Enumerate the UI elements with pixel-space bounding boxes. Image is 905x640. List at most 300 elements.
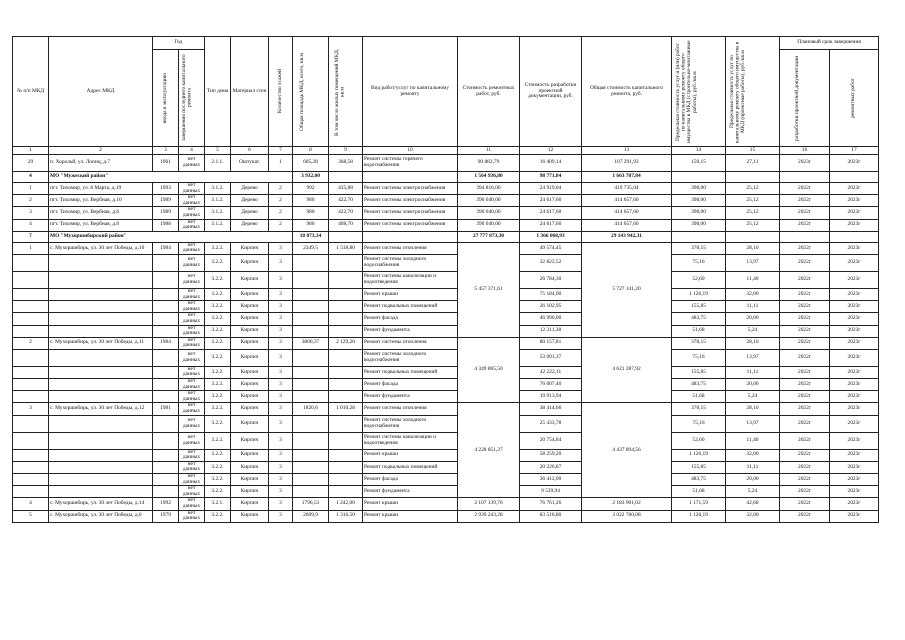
address: с. Мухоршибирь, ул. 30 лет Победы, д.6 xyxy=(49,510,153,522)
header-floors-text: Количество этажей xyxy=(276,69,283,114)
living-area: 1 316,50 xyxy=(329,510,363,522)
empty-cell xyxy=(153,288,179,300)
year-last-repair: нет данных xyxy=(179,155,205,172)
year-commission: 1961 xyxy=(153,155,179,172)
cost-design: 38 414,66 xyxy=(520,403,582,415)
cost-repair: 2 107 139,76 xyxy=(458,498,520,510)
limit-cost: 398,00 xyxy=(672,219,726,231)
year-commission: 1989 xyxy=(153,195,179,207)
year-last-repair: нет данных xyxy=(179,183,205,195)
empty-cell xyxy=(293,271,329,288)
living-area: 435,88 xyxy=(329,183,363,195)
empty-cell xyxy=(329,415,363,432)
cost-design: 20 226,87 xyxy=(520,461,582,473)
wall-material: Кирпич xyxy=(231,474,269,486)
work-type: Ремонт системы электроснабжения xyxy=(363,195,458,207)
header-deadline-design xyxy=(780,50,830,147)
empty-cell xyxy=(49,366,153,378)
header-year-commission-text: ввода в эксплуатацию xyxy=(161,72,168,124)
house-type: 3.2.2. xyxy=(205,301,231,313)
empty-cell xyxy=(329,379,363,391)
wall-material: Дерево xyxy=(231,183,269,195)
deadline-design: 2022г xyxy=(780,366,830,378)
table-row xyxy=(13,313,879,325)
cost-repair: 4 228 851,27 xyxy=(458,403,520,498)
header-year-group: Год xyxy=(153,37,205,50)
header-living-area xyxy=(329,37,363,147)
work-type: Ремонт подвальных помещений xyxy=(363,461,458,473)
wall-material: Кирпич xyxy=(231,242,269,254)
limit-design: 5,24 xyxy=(726,391,780,403)
mkd-no: 4 xyxy=(13,219,49,231)
cost-design: 58 259,20 xyxy=(520,449,582,461)
limit-design: 5,24 xyxy=(726,325,780,337)
deadline-works: 2023г xyxy=(830,183,879,195)
total-area: 980 xyxy=(293,195,329,207)
work-type: Ремонт подвальных помещений xyxy=(363,301,458,313)
deadline-works: 2023г xyxy=(830,415,879,432)
empty-cell xyxy=(293,254,329,271)
year-last-repair: нет данных xyxy=(179,510,205,522)
empty-cell xyxy=(49,325,153,337)
column-number: 15 xyxy=(726,147,780,155)
total-area: 980 xyxy=(293,219,329,231)
cost-design: 26 784,30 xyxy=(520,271,582,288)
cost-design: 12 311,38 xyxy=(520,325,582,337)
empty-cell xyxy=(672,172,726,183)
empty-cell xyxy=(153,461,179,473)
empty-cell xyxy=(726,231,780,242)
empty-cell xyxy=(293,415,329,432)
header-mkd-no: № п/п МКД xyxy=(13,37,49,147)
deadline-works: 2023г xyxy=(830,207,879,219)
empty-cell xyxy=(329,366,363,378)
total-area: 992 xyxy=(293,183,329,195)
year-last-repair: нет данных xyxy=(179,432,205,449)
header-year-last-repair-text: завершения последнего капитального ремонта xyxy=(180,54,193,142)
deadline-design: 2022г xyxy=(780,391,830,403)
year-commission: 1984 xyxy=(153,337,179,349)
table-row xyxy=(13,474,879,486)
empty-cell xyxy=(13,301,49,313)
empty-cell xyxy=(293,449,329,461)
limit-cost: 398,00 xyxy=(672,207,726,219)
limit-cost: 155,85 xyxy=(672,461,726,473)
mkd-no: 1 xyxy=(13,183,49,195)
limit-cost: 483,75 xyxy=(672,474,726,486)
cost-design: 32 822,52 xyxy=(520,254,582,271)
empty-cell xyxy=(363,172,458,183)
empty-cell xyxy=(13,461,49,473)
deadline-design: 2022г xyxy=(780,254,830,271)
deadline-works: 2023г xyxy=(830,366,879,378)
limit-cost: 51,68 xyxy=(672,325,726,337)
year-last-repair: нет данных xyxy=(179,219,205,231)
work-type: Ремонт системы отопления xyxy=(363,242,458,254)
deadline-works: 2023г xyxy=(830,486,879,498)
empty-cell xyxy=(830,231,879,242)
house-type: 3.2.2. xyxy=(205,415,231,432)
limit-cost: 483,75 xyxy=(672,379,726,391)
floors: 3 xyxy=(269,379,293,391)
empty-cell xyxy=(329,231,363,242)
cost-repair: 390 040,00 xyxy=(458,195,520,207)
living-area: 2 129,20 xyxy=(329,337,363,349)
deadline-works: 2023г xyxy=(830,313,879,325)
empty-cell xyxy=(13,349,49,366)
municipality-row xyxy=(13,172,879,183)
year-last-repair: нет данных xyxy=(179,486,205,498)
house-type: 3.2.1. xyxy=(205,498,231,510)
house-type: 3.2.2. xyxy=(205,391,231,403)
limit-design: 32,00 xyxy=(726,510,780,522)
column-number: 1 xyxy=(13,147,49,155)
column-number: 7 xyxy=(269,147,293,155)
floors: 3 xyxy=(269,449,293,461)
limit-cost: 51,68 xyxy=(672,391,726,403)
empty-cell xyxy=(13,325,49,337)
mo-cost-design: 98 771,84 xyxy=(520,172,582,183)
header-floors xyxy=(269,37,293,147)
year-last-repair: нет данных xyxy=(179,403,205,415)
empty-cell xyxy=(153,325,179,337)
empty-cell xyxy=(726,172,780,183)
work-type: Ремонт системы канализации и водоотведения xyxy=(363,432,458,449)
work-type: Ремонт крыши xyxy=(363,449,458,461)
empty-cell xyxy=(13,415,49,432)
year-last-repair: нет данных xyxy=(179,391,205,403)
table-body xyxy=(13,147,879,523)
year-last-repair: нет данных xyxy=(179,195,205,207)
mkd-no: 1 xyxy=(13,242,49,254)
wall-material: Кирпич xyxy=(231,403,269,415)
cost-design: 83 516,80 xyxy=(520,510,582,522)
cost-design: 19 913,94 xyxy=(520,391,582,403)
deadline-works: 2023г xyxy=(830,195,879,207)
house-type: 3.2.2. xyxy=(205,349,231,366)
work-type: Ремонт системы холодного водоснабжения xyxy=(363,254,458,271)
table-row xyxy=(13,366,879,378)
deadline-design: 2022г xyxy=(780,498,830,510)
work-type: Ремонт фасада xyxy=(363,313,458,325)
address: с. Мухоршибирь, ул. 30 лет Победы, д.10 xyxy=(49,242,153,254)
floors: 3 xyxy=(269,415,293,432)
work-type: Ремонт фундамента xyxy=(363,325,458,337)
empty-cell xyxy=(153,415,179,432)
limit-cost: 75,16 xyxy=(672,349,726,366)
limit-design: 28,10 xyxy=(726,242,780,254)
limit-cost: 75,16 xyxy=(672,254,726,271)
work-type: Ремонт системы отопления xyxy=(363,337,458,349)
address: п. Хорольй, ул. Лопиц, д.7 xyxy=(49,155,153,172)
limit-design: 32,00 xyxy=(726,288,780,300)
deadline-design: 2022г xyxy=(780,301,830,313)
column-number: 14 xyxy=(672,147,726,155)
empty-cell xyxy=(153,379,179,391)
limit-design: 28,10 xyxy=(726,337,780,349)
cost-repair: 390 040,00 xyxy=(458,207,520,219)
table-row xyxy=(13,498,879,510)
deadline-works: 2023г xyxy=(830,242,879,254)
header-total-area-text: Общая площадь МКД, всего, кв.м xyxy=(298,52,305,131)
table-row xyxy=(13,195,879,207)
cost-design: 24 617,60 xyxy=(520,195,582,207)
empty-cell xyxy=(153,391,179,403)
year-last-repair: нет данных xyxy=(179,288,205,300)
year-last-repair: нет данных xyxy=(179,461,205,473)
floors: 3 xyxy=(269,474,293,486)
year-commission: 1989 xyxy=(153,207,179,219)
deadline-works: 2023г xyxy=(830,325,879,337)
cost-design: 24 919,04 xyxy=(520,183,582,195)
cost-repair: 394 816,00 xyxy=(458,183,520,195)
empty-cell xyxy=(13,366,49,378)
wall-material: Кирпич xyxy=(231,432,269,449)
deadline-works: 2023г xyxy=(830,403,879,415)
empty-cell xyxy=(329,432,363,449)
living-area: 408,70 xyxy=(329,219,363,231)
limit-cost: 155,85 xyxy=(672,301,726,313)
mo-cost-design: 1 366 068,93 xyxy=(520,231,582,242)
mo-cost-repair: 27 777 873,30 xyxy=(458,231,520,242)
deadline-works: 2023г xyxy=(830,337,879,349)
limit-cost: 1 171,59 xyxy=(672,498,726,510)
cost-design: 42 222,11 xyxy=(520,366,582,378)
limit-cost: 1 126,19 xyxy=(672,288,726,300)
table-row xyxy=(13,207,879,219)
empty-cell xyxy=(13,432,49,449)
cost-repair: 2 939 243,28 xyxy=(458,510,520,522)
house-type: 3.1.2. xyxy=(205,195,231,207)
deadline-design: 2022г xyxy=(780,432,830,449)
table-row xyxy=(13,337,879,349)
limit-cost: 155,85 xyxy=(672,366,726,378)
empty-cell xyxy=(153,366,179,378)
mkd-no: 2 xyxy=(13,195,49,207)
limit-design: 11,11 xyxy=(726,301,780,313)
total-area: 2349,5 xyxy=(293,242,329,254)
year-commission: 1981 xyxy=(153,403,179,415)
header-year-commission xyxy=(153,50,179,147)
limit-design: 25,12 xyxy=(726,219,780,231)
deadline-works: 2023г xyxy=(830,254,879,271)
deadline-design: 2022г xyxy=(780,288,830,300)
deadline-works: 2023г xyxy=(830,510,879,522)
deadline-design: 2022г xyxy=(780,415,830,432)
deadline-works: 2023г xyxy=(830,432,879,449)
column-number: 6 xyxy=(231,147,269,155)
floors: 3 xyxy=(269,366,293,378)
wall-material: Оштукат. xyxy=(231,155,269,172)
deadline-works: 2023г xyxy=(830,391,879,403)
header-year-last-repair xyxy=(179,50,205,147)
total-area: 980 xyxy=(293,207,329,219)
cost-total: 414 657,60 xyxy=(582,195,672,207)
house-type: 3.2.2. xyxy=(205,474,231,486)
wall-material: Кирпич xyxy=(231,391,269,403)
mkd-no: 2 xyxy=(13,337,49,349)
limit-design: 13,97 xyxy=(726,415,780,432)
year-commission: 1984 xyxy=(153,242,179,254)
limit-design: 13,97 xyxy=(726,254,780,271)
header-address: Адрес МКД xyxy=(49,37,153,147)
wall-material: Кирпич xyxy=(231,415,269,432)
mo-total-area: 3 932,00 xyxy=(293,172,329,183)
cost-design: 76 007,40 xyxy=(520,379,582,391)
empty-cell xyxy=(363,231,458,242)
empty-cell xyxy=(293,461,329,473)
deadline-design: 2022г xyxy=(780,183,830,195)
house-type: 3.2.2. xyxy=(205,486,231,498)
cost-repair: 5 457 371,61 xyxy=(458,242,520,337)
floors: 2 xyxy=(269,195,293,207)
house-type: 3.1.2. xyxy=(205,183,231,195)
house-type: 3.2.2. xyxy=(205,254,231,271)
empty-cell xyxy=(780,231,830,242)
address: пгт. Тихомир, ул. Вербная, д.6 xyxy=(49,207,153,219)
empty-cell xyxy=(293,432,329,449)
limit-cost: 52,60 xyxy=(672,271,726,288)
floors: 3 xyxy=(269,337,293,349)
table-row xyxy=(13,242,879,254)
empty-cell xyxy=(153,349,179,366)
wall-material: Кирпич xyxy=(231,461,269,473)
limit-design: 20,00 xyxy=(726,313,780,325)
table-row xyxy=(13,288,879,300)
cost-design: 24 617,60 xyxy=(520,207,582,219)
limit-cost: 378,15 xyxy=(672,337,726,349)
house-type: 3.2.2. xyxy=(205,288,231,300)
floors: 3 xyxy=(269,325,293,337)
cost-total: 2 183 901,02 xyxy=(582,498,672,510)
house-type: 3.2.2. xyxy=(205,510,231,522)
cost-total: 414 657,60 xyxy=(582,207,672,219)
deadline-design: 2022г xyxy=(780,313,830,325)
deadline-works: 2023г xyxy=(830,349,879,366)
table-row xyxy=(13,432,879,449)
empty-cell xyxy=(49,313,153,325)
empty-cell xyxy=(329,254,363,271)
year-last-repair: нет данных xyxy=(179,254,205,271)
empty-cell xyxy=(329,325,363,337)
empty-cell xyxy=(780,172,830,183)
total-area: 605,28 xyxy=(293,155,329,172)
deadline-works: 2023г xyxy=(830,474,879,486)
empty-cell xyxy=(49,391,153,403)
empty-cell xyxy=(13,254,49,271)
house-type: 3.2.2. xyxy=(205,449,231,461)
mkd-no: 5 xyxy=(13,510,49,522)
header-limit-design xyxy=(726,37,780,147)
floors: 1 xyxy=(269,155,293,172)
mo-cost-total: 29 143 942,31 xyxy=(582,231,672,242)
table-row xyxy=(13,379,879,391)
work-type: Ремонт системы канализации и водоотведения xyxy=(363,271,458,288)
empty-cell xyxy=(329,288,363,300)
limit-design: 20,00 xyxy=(726,379,780,391)
empty-cell xyxy=(329,391,363,403)
column-number: 10 xyxy=(363,147,458,155)
limit-design: 27,11 xyxy=(726,155,780,172)
wall-material: Кирпич xyxy=(231,379,269,391)
mkd-no: 29 xyxy=(13,155,49,172)
wall-material: Кирпич xyxy=(231,288,269,300)
mkd-no: 3 xyxy=(13,403,49,415)
table-row xyxy=(13,449,879,461)
deadline-design: 2022г xyxy=(780,271,830,288)
column-number: 2 xyxy=(49,147,153,155)
cost-total: 3 022 760,08 xyxy=(582,510,672,522)
cost-design: 36 412,00 xyxy=(520,474,582,486)
empty-cell xyxy=(49,271,153,288)
mo-cost-total: 1 663 707,84 xyxy=(582,172,672,183)
cost-total: 419 735,04 xyxy=(582,183,672,195)
empty-cell xyxy=(13,288,49,300)
empty-cell xyxy=(293,379,329,391)
living-area: 422,70 xyxy=(329,195,363,207)
floors: 3 xyxy=(269,510,293,522)
house-type: 3.2.2. xyxy=(205,271,231,288)
house-type: 3.2.2. xyxy=(205,313,231,325)
limit-cost: 483,75 xyxy=(672,313,726,325)
wall-material: Кирпич xyxy=(231,254,269,271)
deadline-works: 2023г xyxy=(830,219,879,231)
deadline-works: 2023г xyxy=(830,461,879,473)
cost-design: 26 102,95 xyxy=(520,301,582,313)
floors: 3 xyxy=(269,403,293,415)
column-number: 3 xyxy=(153,147,179,155)
house-type: 3.1.2. xyxy=(205,207,231,219)
address: с. Мухоршибирь, ул. 30 лет Победы, д.11 xyxy=(49,337,153,349)
year-commission: 1988 xyxy=(153,219,179,231)
wall-material: Кирпич xyxy=(231,271,269,288)
empty-cell xyxy=(49,432,153,449)
limit-cost: 398,00 xyxy=(672,195,726,207)
house-type: 3.1.2. xyxy=(205,219,231,231)
house-type: 3.2.2. xyxy=(205,432,231,449)
cost-total: 107 291,93 xyxy=(582,155,672,172)
header-living-area-text: В том числе жилых помещений МКД, кв.м xyxy=(333,47,346,136)
header-total-area xyxy=(293,37,329,147)
house-type: 3.2.2. xyxy=(205,379,231,391)
floors: 3 xyxy=(269,301,293,313)
limit-design: 11,40 xyxy=(726,432,780,449)
header-wall-material: Материал стен xyxy=(231,37,269,147)
year-last-repair: нет данных xyxy=(179,325,205,337)
total-area: 1796,53 xyxy=(293,498,329,510)
empty-cell xyxy=(153,313,179,325)
house-type: 3.2.2. xyxy=(205,366,231,378)
cost-design: 49 574,45 xyxy=(520,242,582,254)
empty-cell xyxy=(49,379,153,391)
empty-cell xyxy=(13,474,49,486)
cost-repair: 390 040,00 xyxy=(458,219,520,231)
cost-repair: 90 882,79 xyxy=(458,155,520,172)
total-area: 1820,6 xyxy=(293,403,329,415)
floors: 3 xyxy=(269,288,293,300)
year-last-repair: нет данных xyxy=(179,449,205,461)
limit-cost: 378,15 xyxy=(672,403,726,415)
limit-design: 25,12 xyxy=(726,183,780,195)
deadline-design: 2022г xyxy=(780,379,830,391)
empty-cell xyxy=(293,313,329,325)
cost-design: 24 617,60 xyxy=(520,219,582,231)
empty-cell xyxy=(49,301,153,313)
deadline-works: 2023г xyxy=(830,449,879,461)
header-cost-total: Общая стоимость капитального ремонта, руб. xyxy=(582,37,672,147)
floors: 3 xyxy=(269,486,293,498)
empty-cell xyxy=(49,288,153,300)
